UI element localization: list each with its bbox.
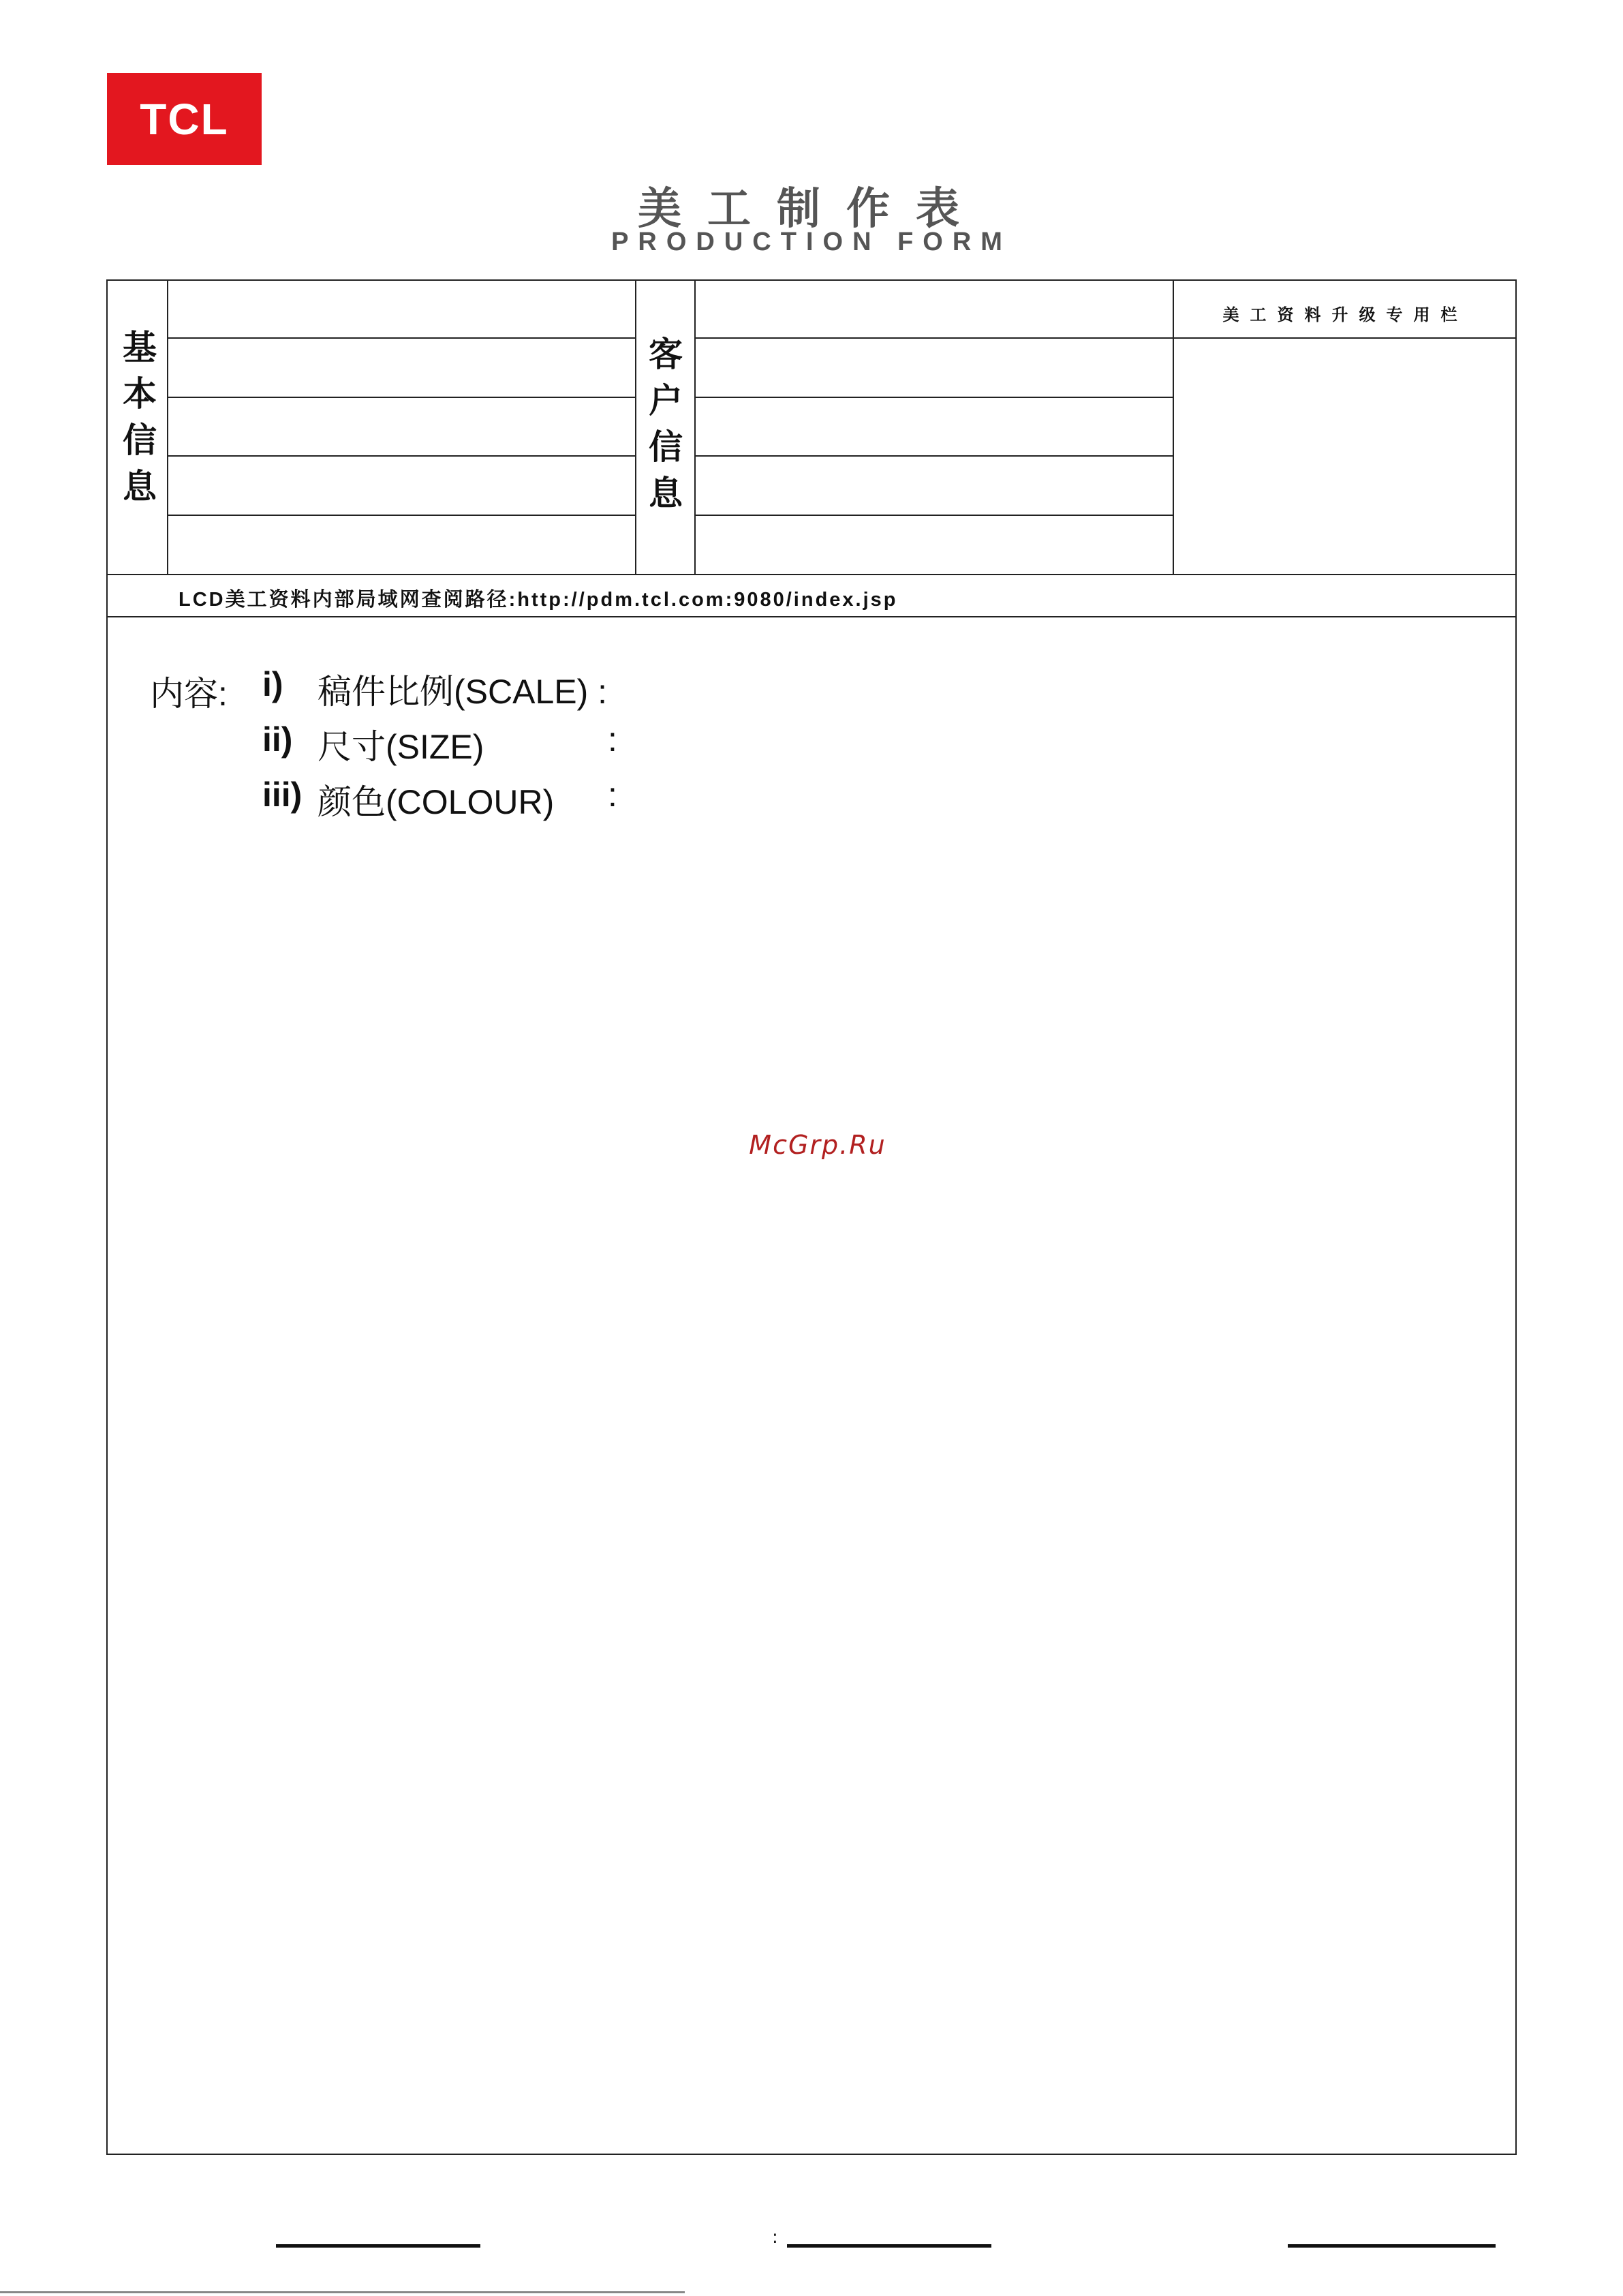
item-2-roman: ii) (262, 720, 293, 759)
tcl-logo: TCL (107, 73, 262, 165)
basic-info-char: 基 (123, 328, 157, 367)
watermark: McGrp.Ru (749, 1130, 886, 1160)
divider-basic-fields (635, 279, 636, 574)
customer-info-char: 客 (649, 335, 683, 374)
basic-field-row-1 (167, 337, 635, 339)
form-title-en: PRODUCTION FORM (611, 228, 1012, 256)
form-title-cn: 美工制作表 (638, 184, 985, 234)
basic-info-char: 信 (123, 420, 157, 460)
divider-customer-label (694, 279, 696, 574)
content-label: 内容: (150, 675, 228, 713)
pdm-url-line: LCD美工资料内部局域网查阅路径:http://pdm.tcl.com:9080/index.jsp (179, 589, 898, 611)
item-3-roman: iii) (262, 776, 303, 814)
upgrade-column-label: 美工资料升级专用栏 (1222, 305, 1468, 324)
basic-info-label (112, 324, 167, 510)
customer-info-char: 户 (649, 381, 683, 420)
customer-info-char: 息 (649, 474, 683, 513)
header-bottom-line (106, 574, 1517, 575)
signature-line-middle (787, 2244, 991, 2248)
signature-line-right (1288, 2244, 1496, 2248)
basic-field-row-4 (167, 515, 635, 516)
item-3-colon: : (608, 776, 617, 814)
customer-info-char: 信 (649, 427, 683, 467)
bottom-edge-strip (0, 2291, 685, 2293)
customer-field-row-3 (694, 455, 1173, 457)
divider-basic-label (167, 279, 168, 574)
item-2-text: 尺寸(SIZE) (318, 728, 484, 766)
item-2-colon: : (608, 720, 617, 759)
form-frame (106, 279, 1517, 2155)
customer-info-label (637, 331, 694, 517)
footer-colon: : (772, 2227, 778, 2248)
basic-field-row-2 (167, 397, 635, 398)
upgrade-header-line (1173, 337, 1517, 339)
basic-info-char: 息 (123, 467, 157, 506)
basic-field-row-3 (167, 455, 635, 457)
item-1-text: 稿件比例(SCALE) : (318, 673, 608, 711)
customer-field-row-4 (694, 515, 1173, 516)
signature-line-left (276, 2244, 480, 2248)
item-3-text: 颜色(COLOUR) (318, 783, 555, 821)
customer-field-row-1 (694, 337, 1173, 339)
item-1-roman: i) (262, 665, 283, 703)
basic-info-char: 本 (123, 374, 157, 414)
customer-field-row-2 (694, 397, 1173, 398)
url-row-bottom-line (106, 616, 1517, 617)
